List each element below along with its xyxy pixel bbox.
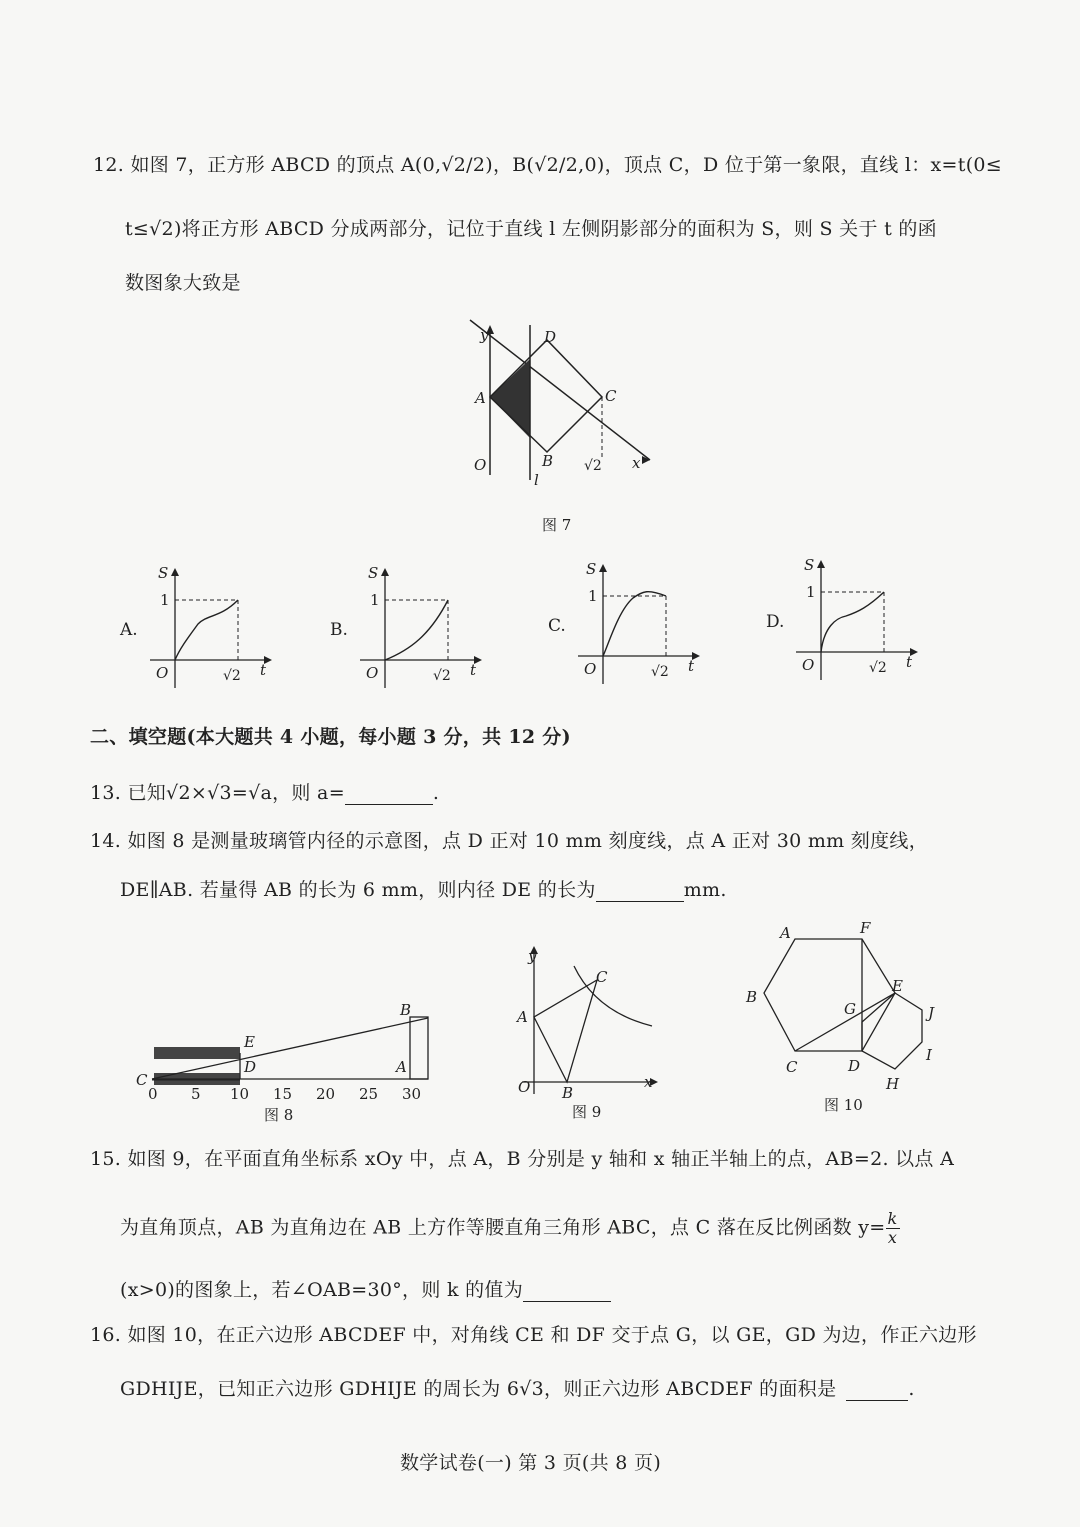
option-label-t: t (688, 657, 695, 675)
option-y-arrow (381, 568, 389, 576)
fig7-caption: 图 7 (542, 516, 572, 534)
q13-end: . (432, 782, 440, 804)
fig7-label-O: O (474, 456, 487, 474)
q15-line2 (120, 1210, 900, 1247)
option-d-graph (766, 552, 926, 692)
option-label-sqrt2: √2 (223, 668, 241, 684)
fig8-tick-label: 30 (402, 1085, 422, 1103)
option-label-sqrt2: √2 (433, 668, 451, 684)
page-footer: 数学试卷(一) 第 3 页(共 8 页) (400, 1452, 662, 1474)
fig7-label-A: A (475, 389, 486, 407)
q15-frac-num: k (887, 1209, 898, 1228)
fig8-tick-label: 20 (316, 1085, 336, 1103)
option-label-sqrt2: √2 (869, 660, 887, 676)
q16-line2 (120, 1374, 915, 1401)
option-label: C. (548, 616, 566, 636)
fig8-label-D: D (244, 1058, 257, 1076)
fig8-tick-label: 5 (191, 1085, 201, 1103)
fig8-label-E: E (244, 1033, 255, 1051)
option-label-one: 1 (806, 583, 816, 601)
q15-text: 为直角顶点，AB 为直角边在 AB 上方作等腰直角三角形 ABC，点 C 落在反比例函数 y= (120, 1216, 886, 1239)
fig7-label-C: C (605, 387, 617, 405)
fig7-label-sqrt2: √2 (584, 458, 602, 474)
option-label-t: t (470, 661, 477, 679)
q12-line2: t≤√2)将正方形 ABCD 分成两部分，记位于直线 l 左侧阴影部分的面积为 S，则 S 关于 t 的函 (125, 218, 937, 240)
fig10-label-J: J (928, 1004, 935, 1022)
fig10-label-H: H (886, 1075, 900, 1093)
fig10-label-D: D (848, 1057, 861, 1075)
q14-answer-blank[interactable] (596, 879, 684, 902)
q13-text: 13. 已知√2×√3=√a，则 a= (90, 782, 345, 804)
fig8-caption: 图 8 (264, 1106, 294, 1124)
option-label-one: 1 (370, 591, 380, 609)
section-heading (90, 722, 571, 749)
fig8-label-A: A (396, 1058, 407, 1076)
option-label-O: O (584, 660, 597, 678)
section-note: (本大题共 4 小题，每小题 3 分，共 12 分) (186, 726, 571, 748)
q15-line1: 15. 如图 9，在平面直角坐标系 xOy 中，点 A，B 分别是 y 轴和 x 轴正半轴上的点，AB=2. 以点 A (90, 1148, 955, 1170)
fig10-label-G: G (844, 1000, 856, 1018)
option-label-O: O (802, 656, 815, 674)
fig9-label-y: y (528, 947, 537, 965)
option-y-arrow (817, 560, 825, 568)
section-title: 二、填空题 (90, 726, 187, 748)
fig8-label-B: B (400, 1001, 412, 1019)
option-label-t: t (906, 653, 913, 671)
option-label-one: 1 (588, 587, 598, 605)
option-label-O: O (366, 664, 379, 682)
option-label: D. (766, 612, 785, 632)
fig8-tick-label: 25 (359, 1085, 379, 1103)
fig9-label-O: O (518, 1078, 531, 1096)
fig7-label-D: D (544, 328, 557, 346)
fig8-label-C: C (136, 1071, 148, 1089)
fig9-triangle (534, 980, 597, 1082)
option-label-S: S (586, 560, 597, 578)
q12-line3: 数图象大致是 (125, 272, 241, 294)
option-y-arrow (171, 568, 179, 576)
q15-fraction (886, 1210, 900, 1247)
figure-7 (460, 320, 660, 534)
fig10-label-B: B (746, 988, 758, 1006)
option-curve (385, 600, 448, 660)
figure-9 (512, 942, 662, 1122)
fig7-label-B: B (542, 452, 554, 470)
q15-answer-blank[interactable] (523, 1279, 611, 1302)
option-label-S: S (368, 564, 379, 582)
q16-line1: 16. 如图 10，在正六边形 ABCDEF 中，对角线 CE 和 DF 交于点 G，以 GE，GD 为边，作正六边形 (90, 1324, 977, 1346)
fig9-label-x: x (644, 1073, 653, 1091)
option-label-S: S (804, 556, 815, 574)
q14-text: DE∥AB. 若量得 AB 的长为 6 mm，则内径 DE 的长为 (120, 879, 596, 901)
q13-answer-blank[interactable] (345, 782, 433, 805)
option-label-one: 1 (160, 591, 170, 609)
fig8-tick-label: 0 (148, 1085, 158, 1103)
option-label-S: S (158, 564, 169, 582)
option-b-graph (330, 560, 490, 700)
q15-text3: (x>0)的图象上，若∠OAB=30°，则 k 的值为 (120, 1279, 524, 1301)
option-label: A. (120, 620, 138, 640)
option-c-graph (548, 556, 708, 696)
fig9-label-B: B (562, 1084, 574, 1102)
fig10-inner-hexagon (862, 993, 922, 1069)
option-curve (175, 600, 238, 660)
fig8-wedge (410, 1017, 428, 1079)
q14-line1: 14. 如图 8 是测量玻璃管内径的示意图，点 D 正对 10 mm 刻度线，点 A 正对 30 mm 刻度线， (90, 830, 928, 852)
q15-line3 (120, 1275, 611, 1302)
option-label: B. (330, 620, 348, 640)
fig10-label-F: F (860, 919, 871, 937)
option-label-O: O (156, 664, 169, 682)
figure-10 (740, 918, 950, 1118)
q16-end: . (908, 1378, 915, 1400)
fig10-label-E: E (892, 977, 903, 995)
q12-line1: 12. 如图 7，正方形 ABCD 的顶点 A(0,√2/2)，B(√2/2,0)，顶点 C，D 位于第一象限，直线 l：x=t(0≤ (93, 154, 1003, 176)
fig7-label-l: l (534, 471, 539, 489)
fig9-caption: 图 9 (572, 1103, 602, 1121)
fig9-label-A: A (517, 1008, 528, 1026)
fig8-tube-top (154, 1047, 240, 1059)
option-curve (821, 592, 884, 652)
option-curve (603, 592, 666, 656)
fig7-label-y: y (480, 326, 489, 344)
fig9-label-C: C (596, 968, 608, 986)
option-a-graph (120, 560, 280, 700)
fig10-caption: 图 10 (824, 1096, 863, 1114)
option-label-sqrt2: √2 (651, 664, 669, 680)
q16-answer-blank[interactable] (846, 1378, 908, 1401)
fig8-tick-label: 10 (230, 1085, 250, 1103)
fig7-label-x: x (632, 454, 641, 472)
q14-unit: mm. (683, 879, 727, 901)
fig8-tick-label: 15 (273, 1085, 293, 1103)
fig10-label-I: I (926, 1046, 932, 1064)
option-y-arrow (599, 564, 607, 572)
figure-8 (130, 995, 450, 1135)
fig10-outer-hexagon (764, 939, 895, 1051)
fig7-shaded-region (490, 359, 530, 438)
fig10-label-A: A (780, 924, 791, 942)
fig10-label-C: C (786, 1058, 798, 1076)
option-label-t: t (260, 661, 267, 679)
q13 (90, 778, 439, 805)
q14-line2 (120, 875, 727, 902)
q16-text: GDHIJE，已知正六边形 GDHIJE 的周长为 6√3，则正六边形 ABCDEF 的面积是 (120, 1378, 837, 1400)
q15-frac-den: x (887, 1228, 898, 1247)
